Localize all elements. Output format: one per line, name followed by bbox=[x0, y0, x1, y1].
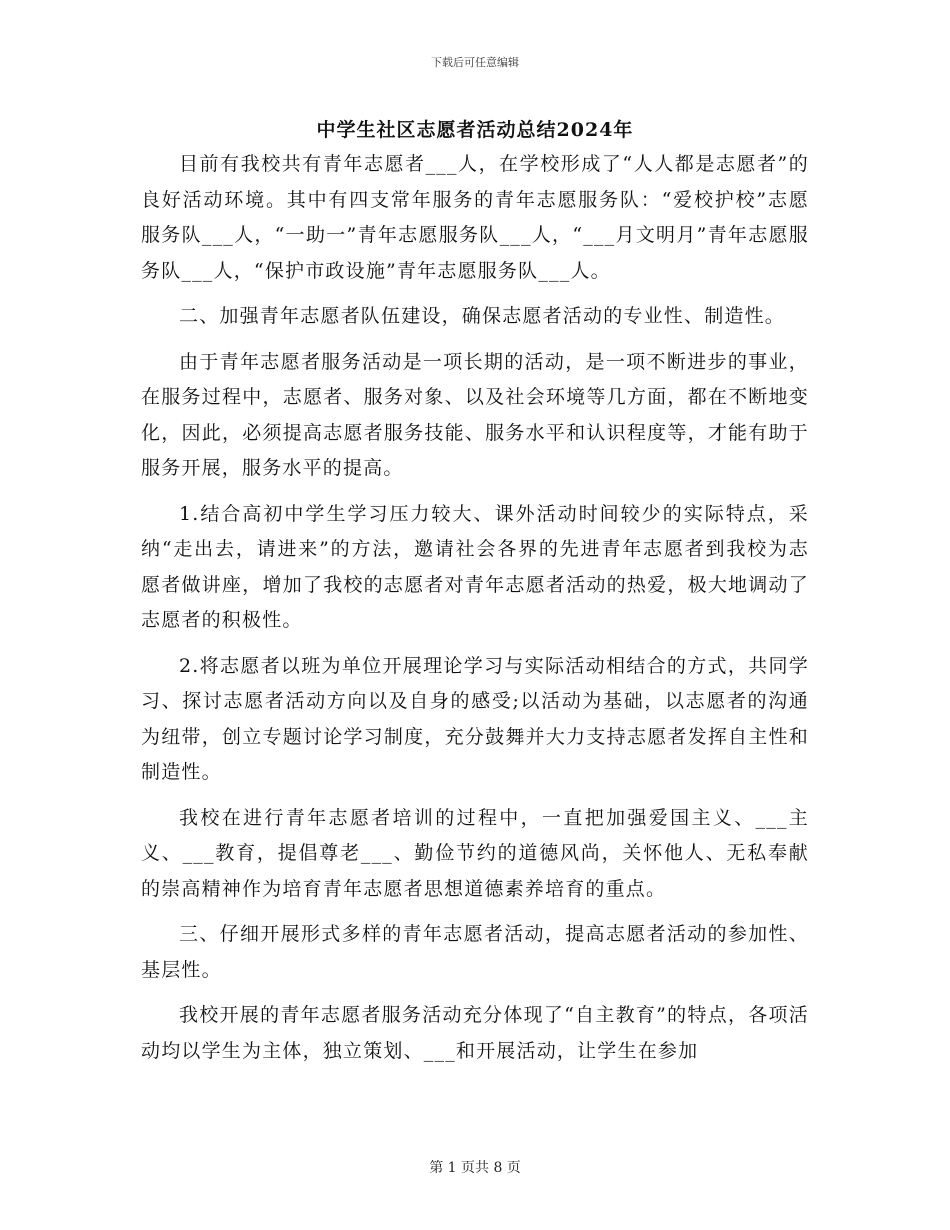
paragraph: 由于青年志愿者服务活动是一项长期的活动，是一项不断进步的事业，在服务过程中，志愿者、服务对象、以及社会环境等几方面，都在不断地变化，因此，必须提高志愿者服务技能、服务水平和认识程度等，才能有助于服务开展，服务水平的提高。 bbox=[141, 350, 809, 479]
header-note: 下载后可任意编辑 bbox=[431, 56, 519, 69]
paragraph: 二、加强青年志愿者队伍建设，确保志愿者活动的专业性、制造性。 bbox=[179, 305, 786, 327]
paragraph: 三、仔细开展形式多样的青年志愿者活动，提高志愿者活动的参加性、基层性。 bbox=[141, 923, 809, 981]
paragraph: 我校开展的青年志愿者服务活动充分体现了“自主教育”的特点，各项活动均以学生为主体，独立策划、___和开展活动，让学生在参加 bbox=[141, 1004, 809, 1062]
paragraph: 我校在进行青年志愿者培训的过程中，一直把加强爱国主义、___主义、___教育，提倡尊老___、勤俭节约的道德风尚，关怀他人、无私奉献的崇高精神作为培育青年志愿者思想道德素养培育的重点。 bbox=[141, 806, 809, 900]
page-number: 第 1 页共 8 页 bbox=[429, 1160, 521, 1176]
paragraph: 目前有我校共有青年志愿者___人，在学校形成了“人人都是志愿者”的良好活动环境。其中有四支常年服务的青年志愿服务队：“爱校护校”志愿服务队___人，“一助一”青年志愿服务队___人，“___月文明月”青年志愿服务队___人，“保护市政设施”青年志愿服务队___人。 bbox=[141, 153, 809, 282]
document-title: 中学生社区志愿者活动总结2024年 bbox=[316, 119, 634, 141]
paragraph: 1.结合高初中学生学习压力较大、课外活动时间较少的实际特点，采纳“走出去，请进来”的方法，邀请社会各界的先进青年志愿者到我校为志愿者做讲座，增加了我校的志愿者对青年志愿者活动的热爱，极大地调动了志愿者的积极性。 bbox=[141, 502, 809, 631]
paragraph: 2.将志愿者以班为单位开展理论学习与实际活动相结合的方式，共同学习、探讨志愿者活动方向以及自身的感受;以活动为基础，以志愿者的沟通为纽带，创立专题讨论学习制度，充分鼓舞并大力支持志愿者发挥自主性和制造性。 bbox=[141, 654, 809, 783]
document-body bbox=[141, 147, 809, 1079]
